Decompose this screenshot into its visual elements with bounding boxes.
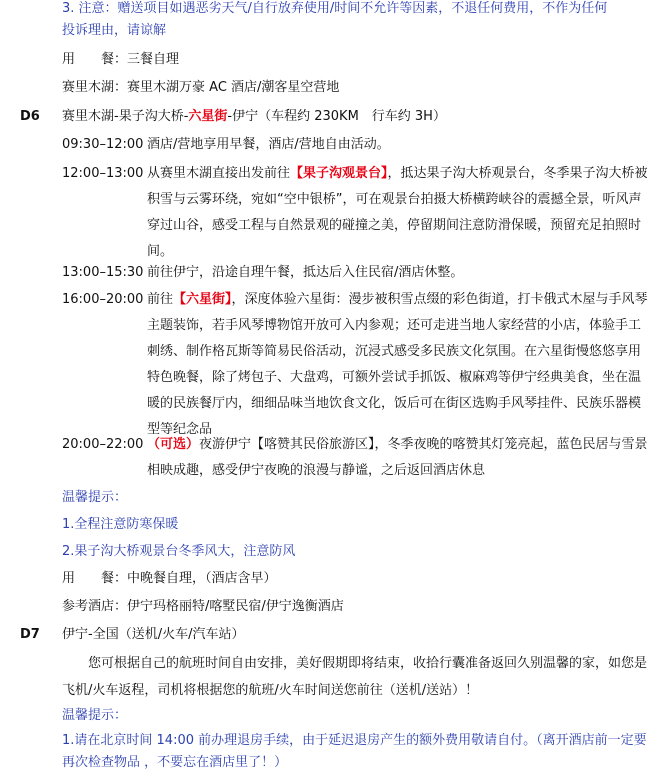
d7-tip-1: 1.请在北京时间 14:00 前办理退房手续，由于延迟退房产生的额外费用敬请自付。（离开酒店前一定要再次检查物品 ，不要忘在酒店里了！）: [62, 733, 647, 770]
d6-hotel-row: [62, 598, 344, 616]
d6-route-highlight: 六星街: [188, 109, 228, 124]
item-1200-highlight: 【果子沟观景台】: [290, 166, 388, 181]
item-2000-post: 夜游伊宁【喀赞其民俗旅游区】，冬季夜晚的喀赞其灯笼亮起，蓝色民居与雪景相映成趣，感受伊宁夜晚的浪漫与静谧，之后返回酒店休息: [147, 437, 648, 478]
meal-row: [62, 51, 179, 69]
d6-route-part: 赛里木湖-果子沟大桥-: [62, 109, 189, 124]
item-2000-highlight: （可选）: [147, 437, 200, 452]
d6-hotel-label: 参考酒店：: [62, 599, 128, 614]
meal-label: 用 餐：: [62, 52, 128, 67]
item-1600-highlight: 【六星街】: [173, 292, 232, 307]
d7-route: 伊宁-全国（送机/火车/汽车站）: [62, 627, 245, 642]
item-1200-pre: 从赛里木湖直接出发前往: [147, 166, 291, 181]
day-label-d6: D6: [20, 109, 40, 124]
d6-meal-label: 用 餐：: [62, 571, 128, 586]
note-3-cont: 投诉理由，请谅解: [62, 23, 167, 38]
hotel-label: 赛里木湖：: [62, 80, 128, 95]
d6-route-detail: -伊宁（车程约 230KM 行车约 3H）: [227, 109, 446, 124]
hotel-row: [62, 79, 339, 97]
time-1200: 12:00–13:00: [62, 166, 144, 181]
time-0930: 09:30–12:00: [62, 137, 144, 152]
d7-paragraph: 您可根据自己的航班时间自由安排，美好假期即将结束，收拾行囊准备返回久别温馨的家，如您是飞机/火车返程，司机将根据您的航班/火车时间送您前往（送机/送站）！: [62, 656, 648, 698]
d6-route: [62, 108, 446, 126]
item-1600-pre: 前往: [147, 292, 174, 307]
time-1600: 16:00–20:00: [62, 292, 144, 307]
time-2000: 20:00–22:00: [62, 437, 144, 452]
d7-tips-title: 温馨提示：: [62, 708, 128, 723]
item-1300-text: 前往伊宁，沿途自理午餐，抵达后入住民宿/酒店休整。: [147, 265, 464, 280]
d6-meal-value: 中晚餐自理，（酒店含早）: [127, 571, 277, 586]
note-3: 3. 注意：赠送项目如遇恶劣天气/自行放弃使用/时间不允许等因素，不退任何费用，不作为任何: [62, 1, 608, 16]
item-2000-text: [147, 432, 652, 484]
item-1200-post: ，抵达果子沟大桥观景台，冬季果子沟大桥被积雪与云雾环绕，宛如“空中银桥”，可在观景台拍摄大桥横跨峡谷的震撼全景，听风声穿过山谷，感受工程与自然景观的碰撞之美，停留期间注意防滑保暖，预留充足拍照时间。: [147, 166, 648, 259]
day-label-d7: D7: [20, 627, 40, 642]
hotel-value: 赛里木湖万豪 AC 酒店/潮客星空营地: [127, 80, 340, 95]
d6-tips-title: 温馨提示：: [62, 490, 128, 505]
meal-value: 三餐自理: [127, 52, 180, 67]
d6-tip-2: 2.果子沟大桥观景台冬季风大，注意防风: [62, 544, 296, 559]
time-1300: 13:00–15:30: [62, 265, 144, 280]
d6-tip-1: 1.全程注意防寒保暖: [62, 517, 179, 532]
d6-hotel-value: 伊宁玛格丽特/喀墅民宿/伊宁逸衡酒店: [127, 599, 344, 614]
item-1600-text: [147, 287, 652, 443]
item-1600-post: ，深度体验六星街：漫步被积雪点缀的彩色街道，打卡俄式木屋与手风琴主题装饰，若手风琴博物馆开放可入内参观；还可走进当地人家经营的小店，体验手工刺绣、制作格瓦斯等简易民俗活动，沉浸式感受多民族文化氛围。在六星街慢悠悠享用特色晚餐，除了烤包子、大盘鸡，可额外尝试手抓饭、椒麻鸡等伊宁经典美食，坐在温暖的民族餐厅内，细细品味当地饮食文化，饭后可在街区选购手风琴挂件、民族乐器模型等纪念品: [147, 292, 648, 437]
item-0930-text: 酒店/营地享用早餐，酒店/营地自由活动。: [147, 137, 390, 152]
d6-meal-row: [62, 570, 277, 588]
item-1200-text: [147, 161, 652, 265]
